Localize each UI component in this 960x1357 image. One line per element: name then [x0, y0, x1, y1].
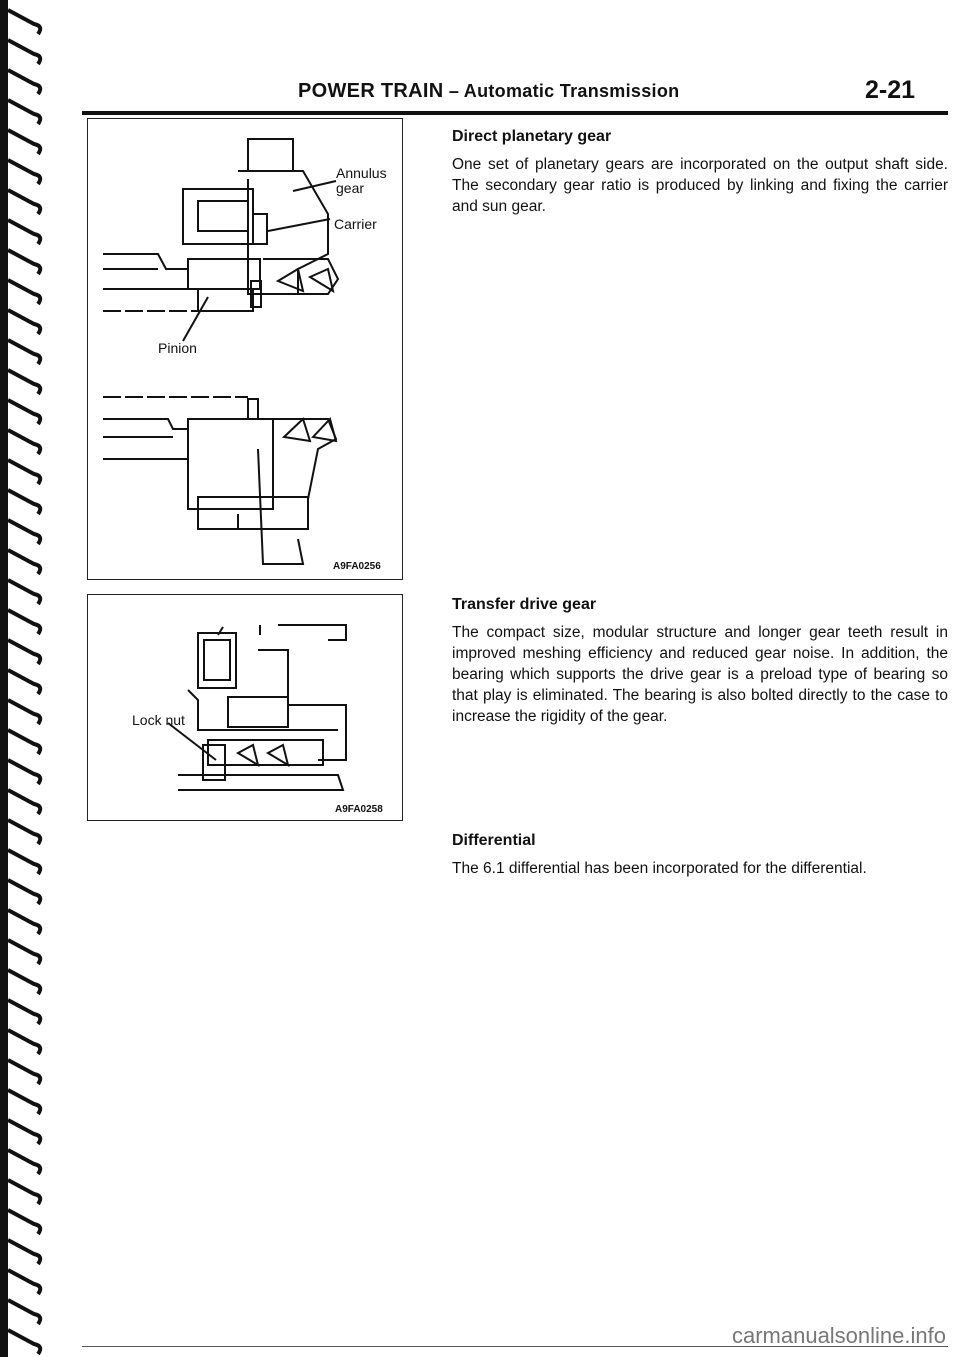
- figure-planetary-gear: [87, 118, 403, 580]
- label-lock-nut: Lock nut: [132, 712, 185, 728]
- page-header-title: [298, 80, 679, 103]
- header-dash: –: [443, 81, 464, 101]
- section-title: Direct planetary gear: [452, 128, 612, 145]
- watermark: carmanualsonline.info: [731, 1323, 946, 1348]
- section-body: One set of planetary gears are incorporated on the output shaft side. The secondary gear ratio is produced by linking and fixing the carrier and sun gear.: [452, 156, 948, 215]
- section-body: The compact size, modular structure and longer gear teeth result in improved meshing efficiency and reduced gear noise. In addition, the bearing which supports the drive gear is a preload type of bearing so that play is eliminated. The bearing is also bolted directly to the case to increase the rigidity of the gear.: [452, 624, 948, 725]
- figure-code: A9FA0258: [335, 804, 383, 815]
- header-rule: [82, 111, 948, 115]
- section-direct-planetary-gear: [452, 128, 948, 217]
- header-subsection: Automatic Transmission: [463, 81, 680, 101]
- section-differential: [452, 832, 948, 879]
- figure-transfer-drive-gear: [87, 594, 403, 821]
- label-annulus-gear: Annulus gear: [336, 165, 387, 196]
- header-section: POWER TRAIN: [298, 80, 444, 102]
- section-title: Differential: [452, 832, 536, 849]
- transfer-drive-gear-illustration: [88, 595, 402, 820]
- figure-code: A9FA0256: [333, 561, 381, 572]
- section-transfer-drive-gear: [452, 596, 948, 727]
- label-carrier: Carrier: [334, 216, 377, 232]
- page-number: 2-21: [865, 76, 916, 104]
- label-pinion: Pinion: [158, 340, 197, 356]
- section-body: The 6.1 differential has been incorporated for the differential.: [452, 860, 867, 877]
- section-title: Transfer drive gear: [452, 596, 597, 613]
- binding-edge: [0, 0, 62, 1357]
